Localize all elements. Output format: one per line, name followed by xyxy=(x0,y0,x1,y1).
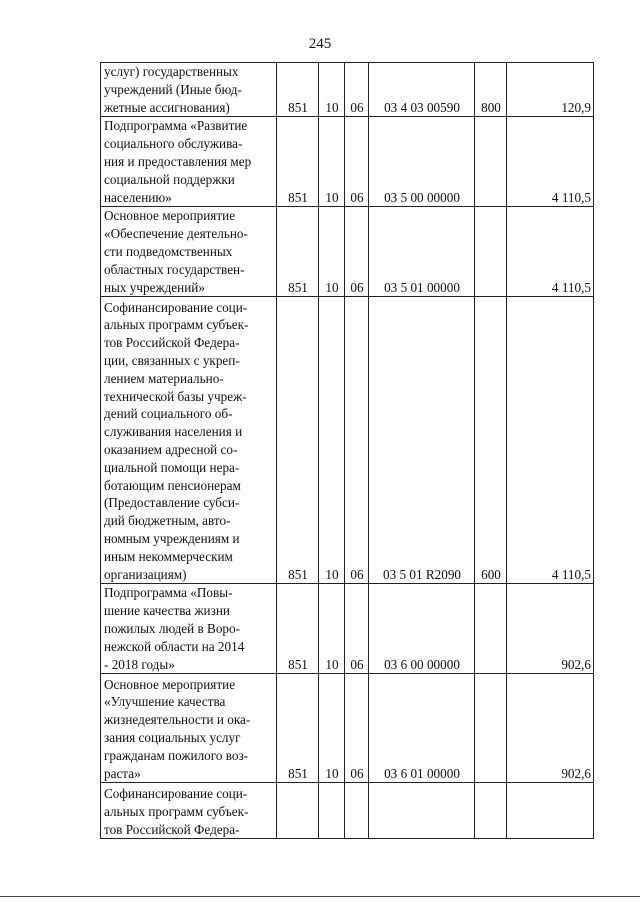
amount: 4 110,5 xyxy=(507,207,594,297)
expense-type: 600 xyxy=(475,297,507,584)
section-code: 10 xyxy=(319,584,345,674)
target-article: 03 5 01 R2090 xyxy=(369,297,475,584)
row-name: Основное мероприятие «Обеспечение деятельно- сти подведомственных областных государствен- ных учреждений» xyxy=(101,207,277,297)
section-code: 10 xyxy=(319,117,345,207)
expense-type: 800 xyxy=(475,63,507,117)
amount: 902,6 xyxy=(507,584,594,674)
ministry-code: 851 xyxy=(277,584,319,674)
expense-type xyxy=(475,584,507,674)
subsection-code: 06 xyxy=(345,63,369,117)
table-row xyxy=(101,783,594,839)
section-code xyxy=(319,783,345,839)
row-name: Подпрограмма «Повы- шение качества жизни пожилых людей в Воро- нежской области на 2014 - 2018 годы» xyxy=(101,584,277,674)
amount: 120,9 xyxy=(507,63,594,117)
ministry-code: 851 xyxy=(277,674,319,783)
table-row xyxy=(101,117,594,207)
target-article xyxy=(369,783,475,839)
ministry-code: 851 xyxy=(277,207,319,297)
table-row xyxy=(101,674,594,783)
section-code: 10 xyxy=(319,297,345,584)
row-name: Основное мероприятие «Улучшение качества жизнедеятельности и ока- зания социальных услуг гражданам пожилого воз- раста» xyxy=(101,674,277,783)
section-code: 10 xyxy=(319,207,345,297)
footer-divider xyxy=(0,896,640,897)
row-name: Софинансирование соци- альных программ субъек- тов Российской Федера- ции, связанных с укреп- лением материально- технической базы учреж- дений социального об- служивания населения и оказанием адресной со- циальной помощи нера- ботающим пенсионерам (Предоставление субси- дий бюджетным, авто- номным учреждениям и иным некоммерческим организациям) xyxy=(101,297,277,584)
amount: 902,6 xyxy=(507,674,594,783)
target-article: 03 5 01 00000 xyxy=(369,207,475,297)
ministry-code: 851 xyxy=(277,117,319,207)
expense-type xyxy=(475,117,507,207)
amount: 4 110,5 xyxy=(507,297,594,584)
table-row xyxy=(101,63,594,117)
target-article: 03 4 03 00590 xyxy=(369,63,475,117)
subsection-code: 06 xyxy=(345,674,369,783)
expense-type xyxy=(475,674,507,783)
table-row xyxy=(101,584,594,674)
subsection-code xyxy=(345,783,369,839)
page-number: 245 xyxy=(308,36,332,52)
row-name: Софинансирование соци- альных программ субъек- тов Российской Федера- xyxy=(101,783,277,839)
subsection-code: 06 xyxy=(345,584,369,674)
table-row xyxy=(101,207,594,297)
expense-type xyxy=(475,207,507,297)
section-code: 10 xyxy=(319,674,345,783)
target-article: 03 5 00 00000 xyxy=(369,117,475,207)
subsection-code: 06 xyxy=(345,297,369,584)
subsection-code: 06 xyxy=(345,117,369,207)
target-article: 03 6 01 00000 xyxy=(369,674,475,783)
table-row xyxy=(101,297,594,584)
amount: 4 110,5 xyxy=(507,117,594,207)
ministry-code: 851 xyxy=(277,297,319,584)
subsection-code: 06 xyxy=(345,207,369,297)
budget-table xyxy=(100,62,594,839)
expense-type xyxy=(475,783,507,839)
section-code: 10 xyxy=(319,63,345,117)
amount xyxy=(507,783,594,839)
ministry-code xyxy=(277,783,319,839)
row-name: услуг) государственных учреждений (Иные бюд- жетные ассигнования) xyxy=(101,63,277,117)
row-name: Подпрограмма «Развитие социального обслужива- ния и предоставления мер социальной поддержки населению» xyxy=(101,117,277,207)
target-article: 03 6 00 00000 xyxy=(369,584,475,674)
ministry-code: 851 xyxy=(277,63,319,117)
